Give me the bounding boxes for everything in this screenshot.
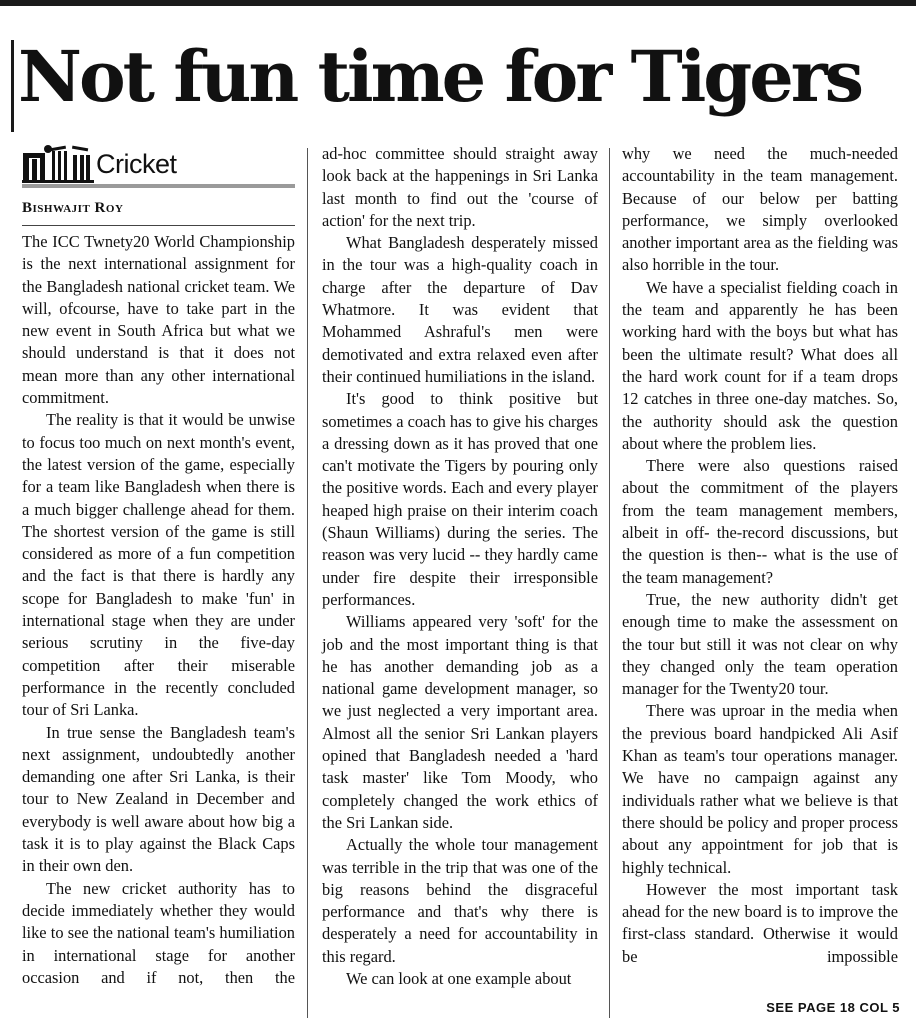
paragraph: We have a specialist fielding coach in the team and apparently he has been working hard with the boys but what has been the ultimate result? What does all the hard work count for if a team drops 12 catches in three one-day matches. So, the authority should ask the question about where the problem lies. bbox=[622, 277, 898, 453]
cricket-logo-icon bbox=[22, 143, 94, 183]
paragraph: True, the new authority didn't get enough time to make the assessment on the tour but still it was not clear on why they changed only the team operation manager for the Twenty20 tour. bbox=[622, 589, 898, 699]
byline-rule bbox=[22, 225, 295, 226]
paragraph: The new cricket authority has to decide immediately whether they would like to see the national team's humiliation in international stage for another occasion and if not, then the bbox=[22, 878, 295, 987]
paragraph: We can look at one example about bbox=[346, 968, 572, 988]
column-rule-1 bbox=[307, 148, 308, 1018]
column-2 bbox=[322, 143, 598, 990]
paragraph: Actually the whole tour management was terrible in the trip that was one of the big reasons behind the disgraceful performance and that's why there is desperately a need for accountability in this regard. bbox=[322, 835, 598, 966]
paragraph: In true sense the Bangladesh team's next assignment, undoubtedly another demanding one after Sri Lanka, is their tour to New Zealand in December and everybody is well aware about how big a task it is to play against the Black Caps in their own den. bbox=[22, 722, 295, 876]
column-3 bbox=[622, 143, 898, 968]
paragraph: why we need the much-needed accountability in the team management. Because of our below per batting performance, we simply overlooked another important area as the fielding was also horrible in the tour. bbox=[622, 144, 898, 275]
section-kicker bbox=[22, 143, 295, 183]
paragraph: Williams appeared very 'soft' for the job and the most important thing is that he has another demanding job as a national game development manager, so we just neglected a very important area. Almost all the senior Sri Lankan players opined that Bangladesh needed a 'hard task master' like Tom Moody, who completely changed the work ethics of the Sri Lankan side. bbox=[322, 612, 598, 832]
paragraph: The ICC Twnety20 World Championship is the next international assignment for the Bangladesh national cricket team. We will, ofcourse, have to take part in the new event in South Africa but what we should understand is that it does not mean more than any other international commitment. bbox=[22, 232, 295, 408]
paragraph: What Bangladesh desperately missed in the tour was a high-quality coach in charge after the departure of Dav Whatmore. It was evident that Mohammed Ashraful's men were demotivated and extra relaxed even after their continued humiliations in the island. bbox=[322, 233, 598, 386]
top-rule bbox=[0, 0, 916, 6]
paragraph: However the most important task ahead for the new board is to improve the first-class standard. Otherwise it would be impossible bbox=[622, 879, 898, 966]
headline-side-rule bbox=[11, 40, 14, 132]
column-rule-2 bbox=[609, 148, 610, 1018]
paragraph: The reality is that it would be unwise to focus too much on next month's event, the latest version of the game, especially for a team like Bangladesh when there is a much bigger challenge ahead for them. The shortest version of the game is still considered as more of a fun competition and the fact is that there is hardly any scope for Bangladesh to make 'fun' in international stage when they are under serious scrutiny in the five-day competition after their miserable performance in the recently concluded tour of Sri Lanka. bbox=[22, 410, 295, 720]
section-underline bbox=[22, 184, 295, 188]
paragraph: It's good to think positive but sometimes a coach has to give his charges a dressing down as it has proved that one can't motivate the Tigers by pouring only the positive words. Each and every player heaped high praise on their interim coach (Shaun Williams) during the series. The reason was very lucid -- they hardly came under fire despite their irresponsible performances. bbox=[322, 389, 598, 609]
section-label: Cricket bbox=[96, 149, 177, 179]
column-1 bbox=[22, 143, 295, 989]
headline: Not fun time for Tigers bbox=[18, 35, 862, 118]
continuation-jump: SEE PAGE 18 COL 5 bbox=[766, 1000, 900, 1015]
paragraph: ad-hoc committee should straight away look back at the happenings in Sri Lanka last month to find out the 'course of action' for the next trip. bbox=[322, 144, 598, 230]
paragraph: There was uproar in the media when the previous board handpicked Ali Asif Khan as team's tour operations manager. We have no campaign against any individuals rather what we believe is that there should be policy and proper process about any appointment for job that is highly technical. bbox=[622, 701, 898, 877]
paragraph: There were also questions raised about the commitment of the players from the team management members, albeit in off- the-record discussions, but the question is then-- what is the use of the team management? bbox=[622, 456, 898, 587]
byline: Bishwajit Roy bbox=[22, 200, 124, 216]
